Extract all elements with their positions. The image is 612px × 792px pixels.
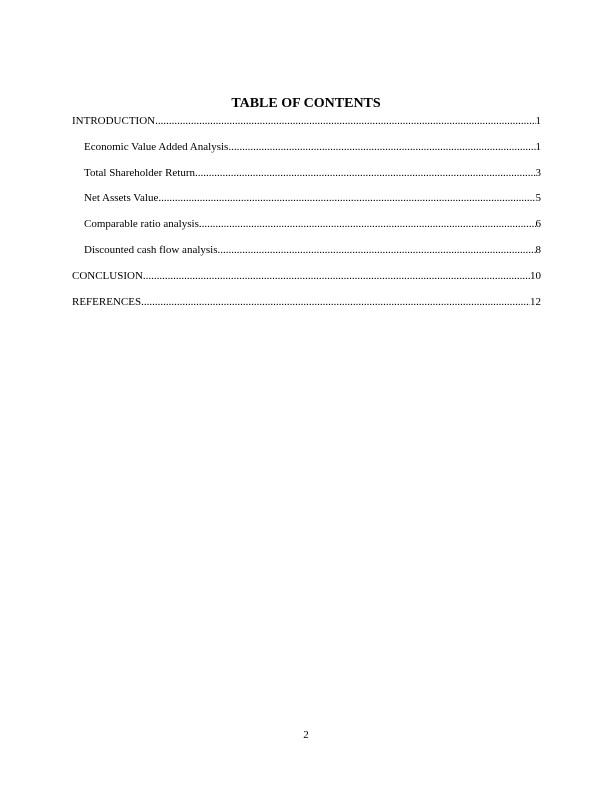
toc-entry-label: CONCLUSION (72, 270, 143, 282)
dot-leader (158, 191, 535, 205)
toc-entry-discounted-cash-flow[interactable] (84, 243, 541, 257)
toc-entry-label: Discounted cash flow analysis (84, 244, 218, 256)
dot-leader (228, 140, 535, 154)
toc-entry-label: INTRODUCTION (72, 115, 156, 127)
toc-entry-introduction[interactable] (72, 114, 541, 128)
toc-entry-total-shareholder-return[interactable] (84, 166, 541, 180)
toc-entry-net-assets-value[interactable] (84, 191, 541, 205)
toc-entry-page: 10 (530, 270, 541, 282)
page-number: 2 (303, 729, 309, 741)
toc-entry-page: 5 (535, 192, 541, 204)
toc-entry-page: 12 (530, 296, 541, 308)
dot-leader (143, 269, 530, 283)
page-title: TABLE OF CONTENTS (231, 96, 381, 111)
toc-entry-conclusion[interactable] (72, 269, 541, 283)
dot-leader (195, 166, 535, 180)
toc-entry-label: Net Assets Value (84, 192, 159, 204)
toc-entry-page: 1 (535, 141, 541, 153)
dot-leader (199, 217, 536, 231)
dot-leader (141, 295, 530, 309)
toc-entry-page: 3 (535, 167, 541, 179)
toc-entry-comparable-ratio-analysis[interactable] (84, 217, 541, 231)
dot-leader (218, 243, 536, 257)
toc-entry-references[interactable] (72, 295, 541, 309)
toc-entry-label: REFERENCES (72, 296, 142, 308)
dot-leader (155, 114, 535, 128)
toc-entry-page: 6 (535, 218, 541, 230)
toc-entry-page: 8 (535, 244, 541, 256)
toc-entry-label: Economic Value Added Analysis (84, 141, 229, 153)
toc-entry-label: Total Shareholder Return (84, 167, 196, 179)
toc-entry-economic-value-added[interactable] (84, 140, 541, 154)
toc-entry-label: Comparable ratio analysis (84, 218, 199, 230)
toc-entry-page: 1 (535, 115, 541, 127)
